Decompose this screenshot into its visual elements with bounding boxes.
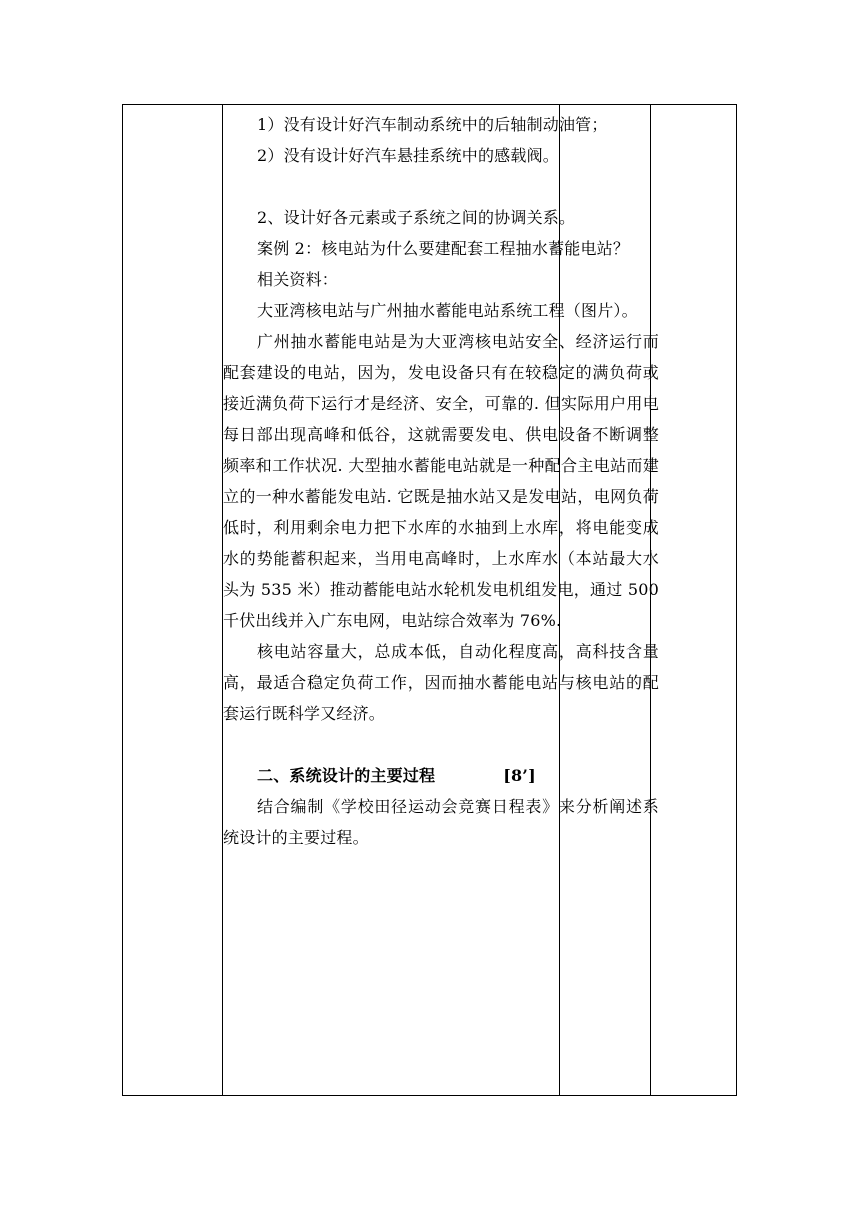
paragraph: 2）没有设计好汽车悬挂系统中的感载阀。: [257, 146, 559, 165]
paragraph: 广州抽水蓄能电站是为大亚湾核电站安全、经济运行而配套建设的电站，因为，发电设备只有在较稳定的满负荷或接近满负荷下运行才是经济、安全，可靠的. 但实际用户用电每日部出现高峰和低谷，这就需要发电、供电设备不断调整频率和工作状况. 大型抽水蓄能电站就是一种配合主电站而建立的一种水蓄能发电站. 它既是抽水站又是发电站，电网负荷低时，利用剩余电力把下水库的水抽到上水库，将电能变成水的势能蓄积起来，当用电高峰时，上水库水（本站最大水头为 535 米）推动蓄能电站水轮机发电机组发电，通过 500 千伏出线并入广东电网，电站综合效率为 76%.: [223, 332, 659, 630]
paragraph: 核电站容量大，总成本低，自动化程度高，高科技含量高，最适合稳定负荷工作，因而抽水蓄能电站与核电站的配套运行既科学又经济。: [223, 642, 659, 723]
score-mark: [8’]: [503, 766, 536, 785]
lesson-table: [122, 104, 737, 1096]
section-title: 二、系统设计的主要过程: [257, 766, 436, 785]
section-heading: [223, 760, 659, 791]
paragraph: 相关资料：: [257, 270, 339, 289]
spacer: [223, 171, 659, 202]
content-cell: [223, 105, 659, 853]
paragraph: 案例 2：核电站为什么要建配套工程抽水蓄能电站？: [257, 239, 630, 258]
paragraph: 结合编制《学校田径运动会竞赛日程表》来分析阐述系统设计的主要过程。: [223, 797, 659, 847]
paragraph: 2、设计好各元素或子系统之间的协调关系。: [257, 208, 576, 227]
paragraph: 1）没有设计好汽车制动系统中的后轴制动油管；: [257, 115, 608, 134]
spacer: [223, 729, 659, 760]
paragraph: 大亚湾核电站与广州抽水蓄能电站系统工程（图片）。: [257, 301, 638, 320]
